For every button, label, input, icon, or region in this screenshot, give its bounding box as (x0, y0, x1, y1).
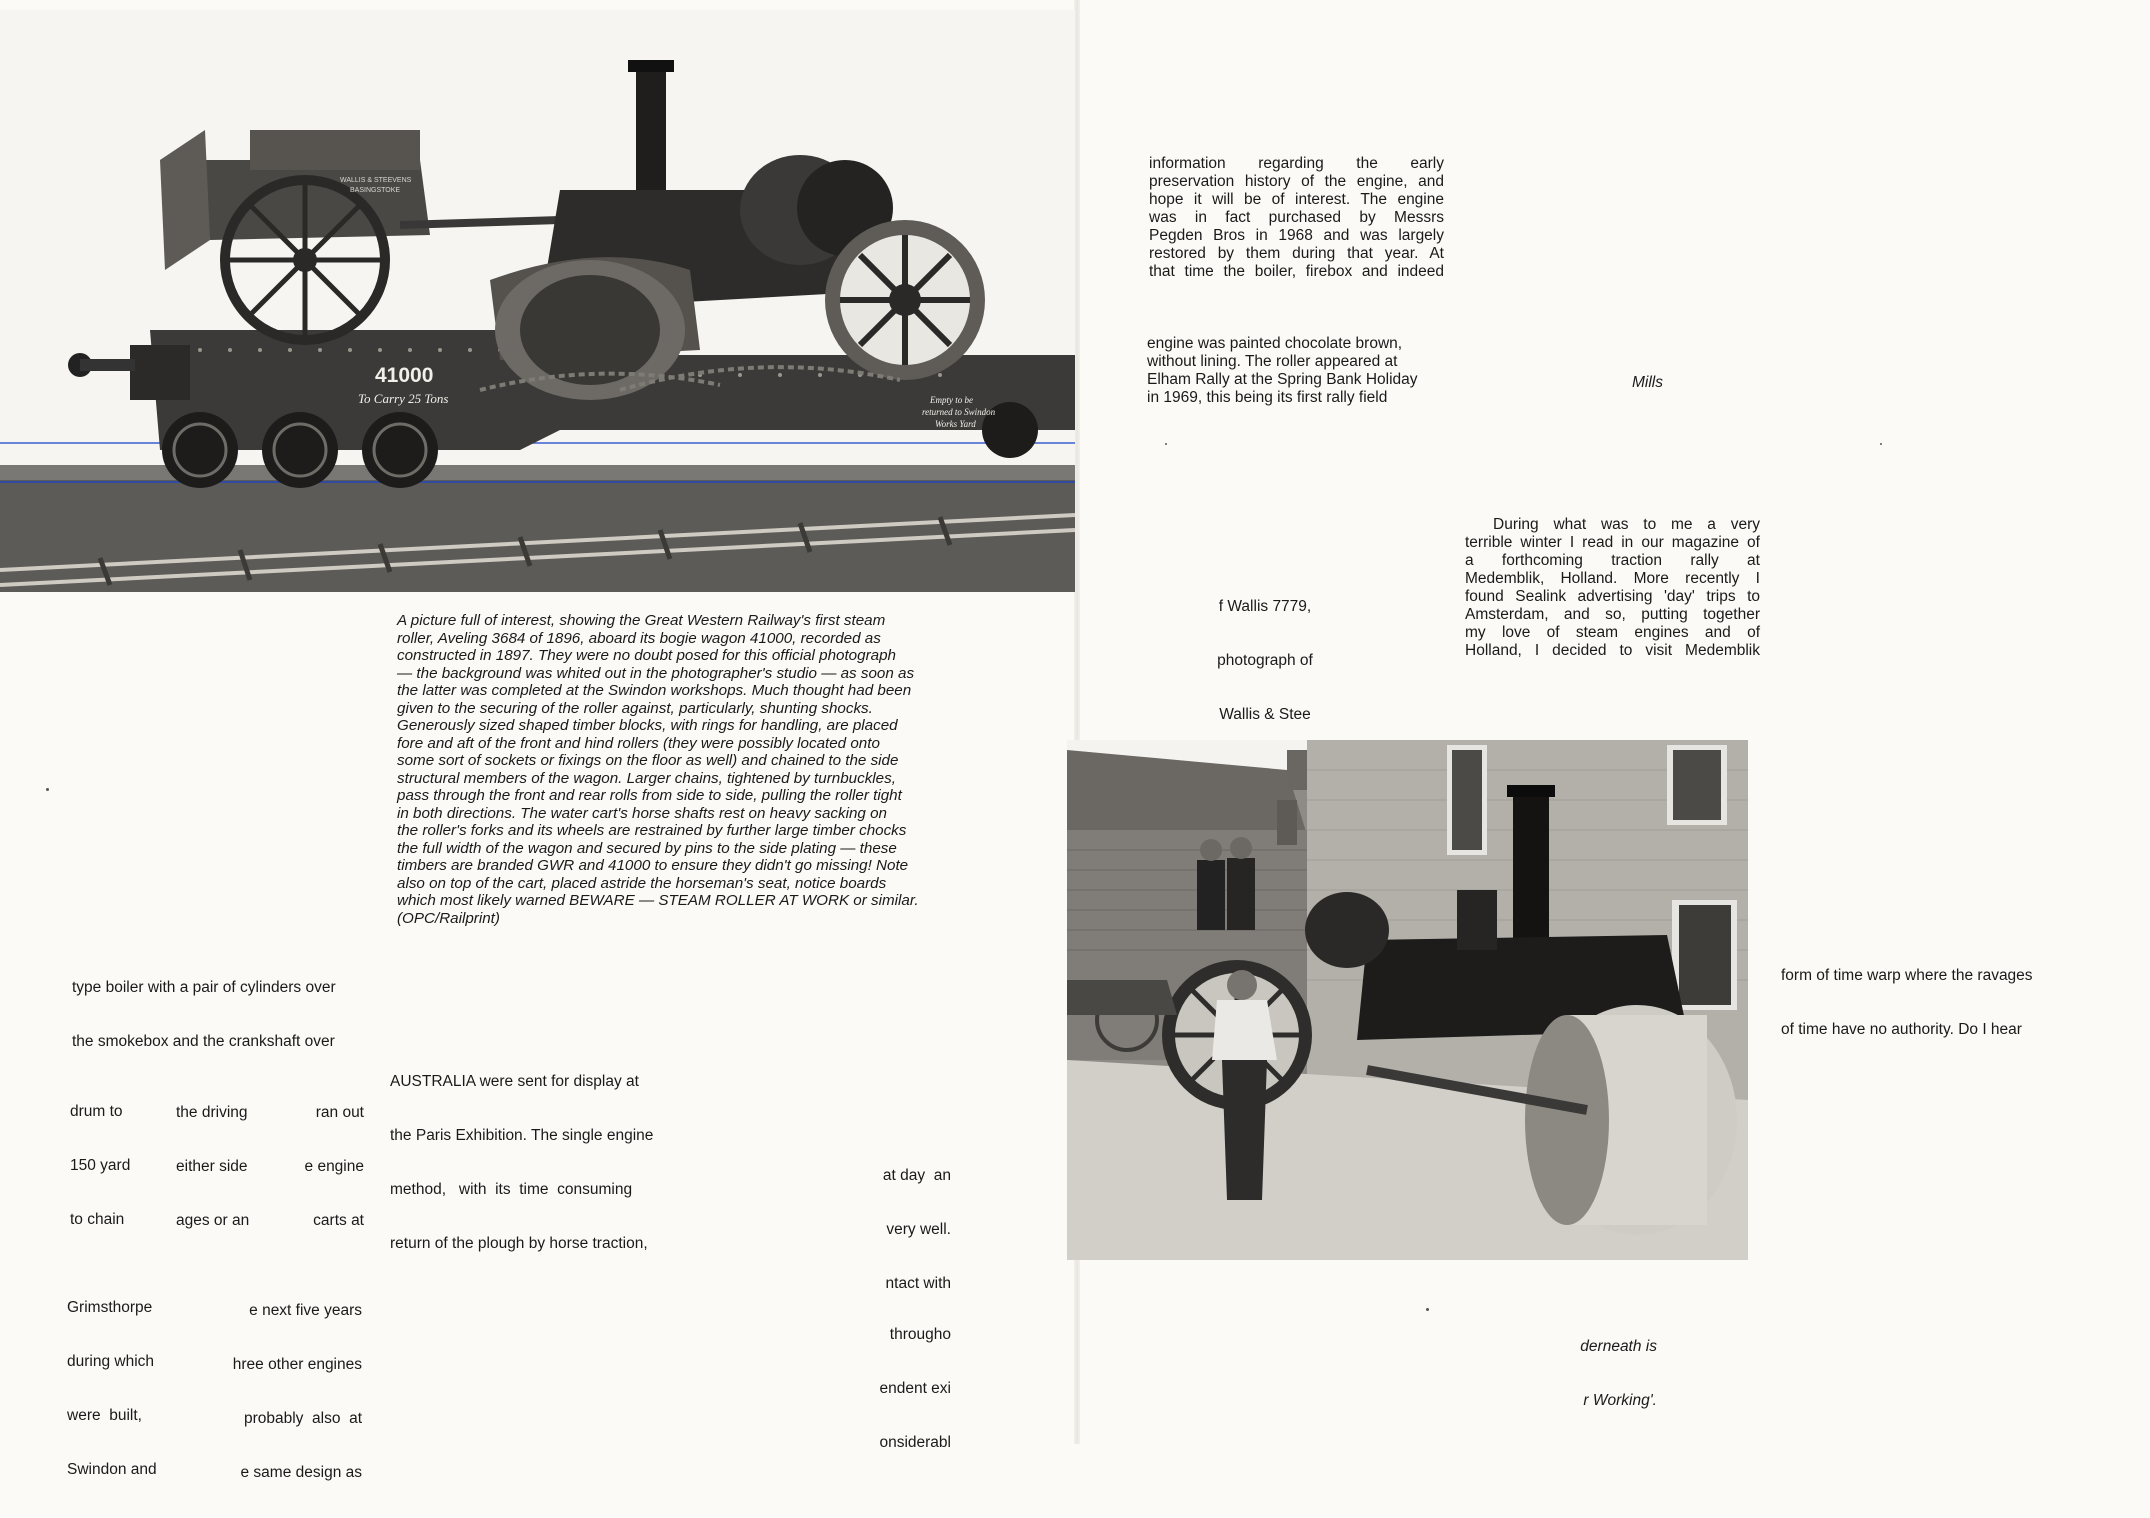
text-line: engine was painted chocolate brown, (1147, 335, 1403, 352)
caption-line: the roller's forks and its wheels are restrained by further large timber chocks (397, 822, 907, 839)
text-line: the smokebox and the crankshaft over (72, 1033, 335, 1050)
text-line: found Sealink advertising 'day' trips to (1465, 588, 1760, 605)
text-nextfive (200, 1266, 362, 1518)
text-line: either side (176, 1158, 248, 1175)
text-timewarp (1781, 931, 2033, 1075)
text-line: very well. (886, 1221, 951, 1238)
text-line: hree other engines (232, 1356, 362, 1373)
text-information (1149, 155, 1444, 281)
text-brown (1147, 335, 1447, 407)
speck (1165, 443, 1167, 445)
text-line: hope it will be of interest. The engine (1149, 191, 1444, 208)
caption-line: which most likely warned BEWARE — STEAM ROLLER AT WORK or similar. (397, 892, 919, 909)
text-line: preservation history of the engine, and (1149, 173, 1444, 190)
text-line: 150 yard (70, 1157, 131, 1174)
caption-line: pass through the front and rear rolls from side to side, pulling the roller tight (397, 787, 902, 804)
text-driving (176, 1068, 249, 1266)
text-line: type boiler with a pair of cylinders over (72, 979, 336, 996)
caption-line: — the background was whited out in the photographer's studio — as soon as (397, 664, 915, 682)
cart-maker-text-2: BASINGSTOKE (350, 187, 401, 194)
wagon-instruction-3: Works Yard (935, 419, 976, 429)
speck (46, 788, 49, 791)
text-line: restored by them during that year. At (1149, 245, 1444, 262)
wagon-number: 41000 (375, 364, 434, 387)
text-line: ntact with (885, 1275, 951, 1292)
text-line: information regarding the early (1149, 155, 1444, 172)
text-line: of time have no authority. Do I hear (1781, 1021, 2022, 1038)
text-line: ran out (315, 1104, 364, 1121)
text-line: terrible winter I read in our magazine of (1465, 534, 1760, 551)
text-line: derneath is (1580, 1338, 1657, 1355)
caption-line: A picture full of interest, showing the Great Western Railway's first steam (397, 612, 886, 629)
text-line: was in fact purchased by Messrs (1149, 209, 1444, 226)
text-line: return of the plough by horse traction, (390, 1235, 648, 1252)
caption-line: structural members of the wagon. Larger chains, tightened by turnbuckles, (397, 769, 896, 787)
text-line: probably also at (243, 1410, 362, 1427)
text-througho (855, 1290, 951, 1488)
caption-line: Generously sized shaped timber blocks, with rings for handling, are placed (397, 717, 898, 734)
text-line: endent exi (879, 1380, 951, 1397)
text-line: that time the boiler, firebox and indeed (1149, 263, 1444, 280)
caption-line: constructed in 1897. They were no doubt posed for this official photograph (397, 647, 896, 664)
text-line: e next five years (249, 1302, 362, 1319)
text-ranout (290, 1068, 364, 1266)
text-line: Amsterdam, and so, putting together (1465, 606, 1760, 623)
caption-line: given to the securing of the roller against, particularly, shunting shocks. (397, 699, 873, 717)
wagon-instruction-2: returned to Swindon (922, 407, 996, 417)
text-line: photograph of (1217, 652, 1313, 669)
text-line: Medemblik, Holland. More recently I (1465, 570, 1760, 587)
text-line: Holland, I decided to visit Medemblik (1465, 642, 1760, 659)
text-line: Grimsthorpe (67, 1299, 153, 1316)
text-line: onsiderabl (879, 1434, 951, 1451)
text-line: at day an (882, 1167, 951, 1184)
speck (1426, 1308, 1429, 1311)
wagon-capacity-text: To Carry 25 Tons (358, 391, 449, 406)
text-underneath (1560, 1302, 1657, 1446)
text-line: without lining. The roller appeared at (1147, 353, 1398, 370)
caption-line: also on top of the cart, placed astride the horseman's seat, notice boards (397, 874, 887, 892)
text-line: in 1969, this being its first rally field (1147, 389, 1388, 406)
text-line: during which (67, 1353, 155, 1370)
text-line: the Paris Exhibition. The single engine (390, 1127, 654, 1144)
text-winter (1465, 516, 1760, 660)
caption-line: some sort of sockets or fixings on the floor as well) and chained to the side (397, 752, 899, 769)
text-australia (390, 1037, 653, 1289)
text-line: to chain (70, 1211, 125, 1228)
text-line: were built, (67, 1407, 142, 1424)
text-line: Elham Rally at the Spring Bank Holiday (1147, 371, 1418, 388)
text-line: througho (889, 1326, 951, 1343)
text-boiler (72, 943, 336, 1087)
wagon-instruction-1: Empty to be (930, 395, 973, 405)
text-drum (70, 1067, 130, 1265)
text-grimsthorpe (67, 1263, 157, 1515)
cart-maker-text-1: WALLIS & STEEVENS (340, 177, 412, 184)
text-line: During what was to me a very (1493, 516, 1760, 533)
photo-steam-roller-street (1067, 740, 1748, 1260)
caption-line: (OPC/Railprint) (397, 909, 500, 927)
text-line: my love of steam engines and of (1465, 624, 1760, 641)
photo-caption-aveling-roller (397, 612, 1017, 927)
text-line: the driving (176, 1104, 248, 1121)
caption-line: the latter was completed at the Swindon workshops. Much thought had been (397, 682, 912, 699)
text-line: AUSTRALIA were sent for display at (390, 1073, 639, 1090)
caption-line: fore and aft of the front and hind rollers (they were possibly located onto (397, 734, 880, 752)
text-mills: Mills (1632, 374, 1663, 391)
text-line: Wallis & Stee (1219, 706, 1311, 723)
caption-line: timbers are branded GWR and 41000 to ensure they didn't go missing! Note (397, 857, 909, 874)
text-line: Pegden Bros in 1968 and was largely (1149, 227, 1444, 244)
text-line: method, with its time consuming (390, 1181, 633, 1198)
photo-steam-roller-on-wagon (0, 10, 1075, 592)
text-line: form of time warp where the ravages (1781, 967, 2033, 984)
caption-line: the full width of the wagon and secured by pins to the side plating — these (397, 839, 897, 857)
text-line: ages or an (176, 1212, 250, 1229)
text-line: carts at (313, 1212, 364, 1229)
text-line: e engine (304, 1158, 364, 1175)
text-line: Swindon and (67, 1461, 157, 1478)
text-line: a forthcoming traction rally at (1465, 552, 1760, 569)
text-line: r Working'. (1583, 1392, 1657, 1409)
text-line: drum to (70, 1103, 123, 1120)
text-line: f Wallis 7779, (1218, 598, 1312, 615)
caption-line: in both directions. The water cart's horse shafts rest on heavy sacking on (397, 804, 887, 822)
speck (1880, 443, 1882, 445)
text-line: e same design as (240, 1464, 362, 1481)
text-wallis-caption (1190, 562, 1340, 760)
caption-line: roller, Aveling 3684 of 1896, aboard its bogie wagon 41000, recorded as (397, 629, 881, 647)
